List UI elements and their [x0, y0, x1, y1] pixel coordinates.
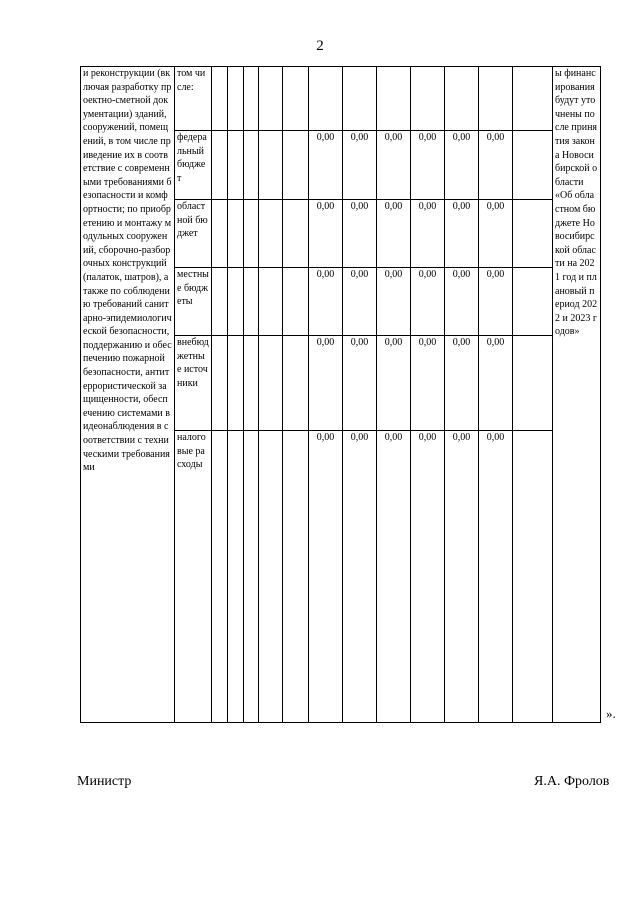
empty-cell [513, 200, 553, 268]
empty-cell [244, 200, 259, 268]
amount-cell: 0,00 [411, 131, 445, 200]
amount-cell [445, 67, 479, 131]
empty-cell [228, 336, 244, 431]
amount-cell [377, 67, 411, 131]
empty-cell [259, 131, 283, 200]
funding-source: внебюджетные источники [175, 336, 212, 431]
empty-cell [244, 131, 259, 200]
amount-cell [343, 67, 377, 131]
closing-quote-mark: ». [606, 706, 616, 721]
empty-cell [228, 200, 244, 268]
amount-cell: 0,00 [445, 200, 479, 268]
empty-cell [283, 336, 309, 431]
empty-cell [244, 431, 259, 723]
amount-cell: 0,00 [309, 268, 343, 336]
funding-source: том числе: [175, 67, 212, 131]
amount-cell: 0,00 [411, 336, 445, 431]
empty-cell [244, 268, 259, 336]
empty-cell [259, 200, 283, 268]
empty-cell [513, 131, 553, 200]
empty-cell [228, 431, 244, 723]
empty-cell [228, 268, 244, 336]
empty-cell [283, 200, 309, 268]
amount-cell: 0,00 [377, 336, 411, 431]
empty-cell [283, 67, 309, 131]
amount-cell: 0,00 [445, 431, 479, 723]
amount-cell [411, 67, 445, 131]
amount-cell: 0,00 [445, 336, 479, 431]
amount-cell: 0,00 [343, 131, 377, 200]
signature-name: Я.А. Фролов [534, 774, 610, 789]
page-number: 2 [316, 38, 324, 54]
empty-cell [212, 200, 228, 268]
funding-source: областной бюджет [175, 200, 212, 268]
empty-cell [212, 336, 228, 431]
empty-cell [259, 268, 283, 336]
signature-title: Министр [77, 774, 132, 789]
empty-cell [259, 336, 283, 431]
amount-cell: 0,00 [445, 131, 479, 200]
amount-cell: 0,00 [479, 336, 513, 431]
amount-cell: 0,00 [309, 200, 343, 268]
amount-cell: 0,00 [377, 131, 411, 200]
amount-cell: 0,00 [479, 431, 513, 723]
amount-cell: 0,00 [445, 268, 479, 336]
empty-cell [283, 131, 309, 200]
empty-cell [228, 131, 244, 200]
amount-cell: 0,00 [377, 200, 411, 268]
empty-cell [513, 336, 553, 431]
empty-cell [228, 67, 244, 131]
amount-cell: 0,00 [377, 268, 411, 336]
empty-cell [513, 431, 553, 723]
amount-cell: 0,00 [343, 200, 377, 268]
budget-table [80, 66, 601, 723]
amount-cell: 0,00 [479, 200, 513, 268]
empty-cell [283, 268, 309, 336]
funding-source: федеральный бюджет [175, 131, 212, 200]
amount-cell [479, 67, 513, 131]
empty-cell [244, 336, 259, 431]
empty-cell [259, 431, 283, 723]
empty-cell [259, 67, 283, 131]
amount-cell [309, 67, 343, 131]
empty-cell [513, 67, 553, 131]
amount-cell: 0,00 [411, 200, 445, 268]
funding-source: местные бюджеты [175, 268, 212, 336]
empty-cell [212, 131, 228, 200]
funding-source: налоговые расходы [175, 431, 212, 723]
measure-description: и реконструкции (включая разработку проектно-сметной документации) зданий, сооружений, помещений, в том числе приведение их в соответствие с современными требованиями безопасности и комфортности; по приобретению и монтажу модульных сооружений, сборочно-разборочных конструкций (палаток, шатров), а также по соблюдению требований санитарно-эпидемиологической безопасности, поддержанию и обеспечению пожарной безопасности, антитеррористической защищенности, обеспечению системами видеонаблюдения в соответствии с техническими требованиями [81, 67, 175, 723]
amount-cell: 0,00 [343, 336, 377, 431]
amount-cell: 0,00 [309, 131, 343, 200]
amount-cell: 0,00 [411, 268, 445, 336]
amount-cell: 0,00 [479, 131, 513, 200]
empty-cell [212, 431, 228, 723]
empty-cell [283, 431, 309, 723]
empty-cell [212, 67, 228, 131]
empty-cell [513, 268, 553, 336]
amount-cell: 0,00 [479, 268, 513, 336]
amount-cell: 0,00 [343, 268, 377, 336]
empty-cell [212, 268, 228, 336]
amount-cell: 0,00 [343, 431, 377, 723]
amount-cell: 0,00 [309, 336, 343, 431]
empty-cell [244, 67, 259, 131]
financing-note: ы финансирования будут уточнены после принятия закона Новосибирской области «Об областном бюджете Новосибирской области на 2021 год и плановый период 2022 и 2023 годов» [553, 67, 601, 723]
amount-cell: 0,00 [411, 431, 445, 723]
amount-cell: 0,00 [309, 431, 343, 723]
table-row [81, 67, 601, 131]
amount-cell: 0,00 [377, 431, 411, 723]
